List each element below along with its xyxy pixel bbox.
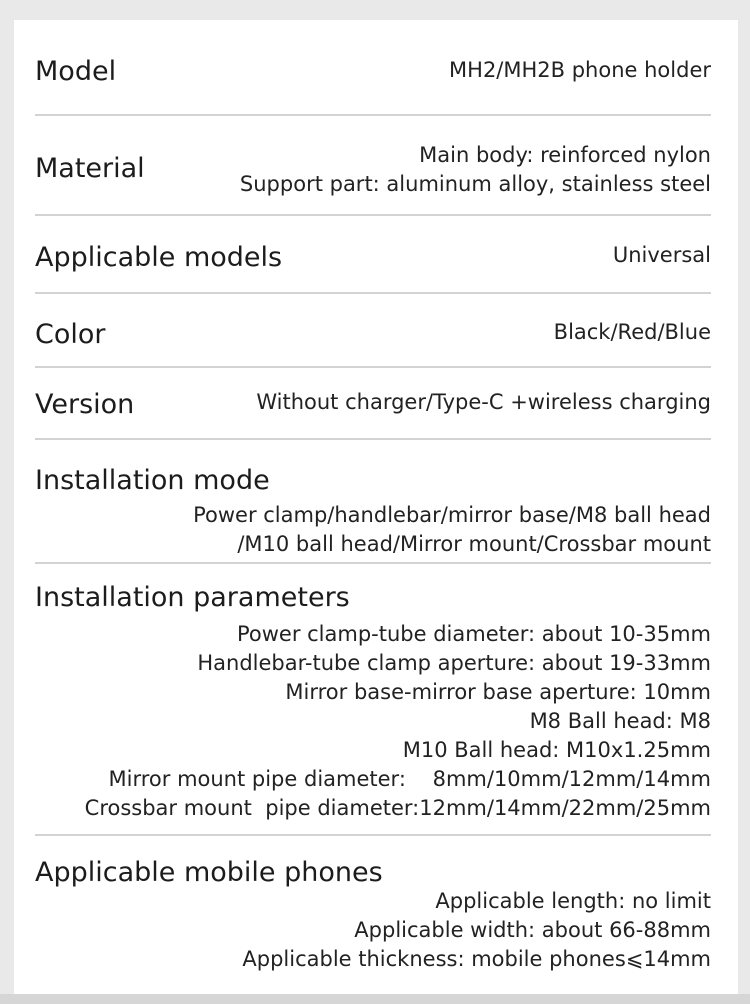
spec-label: Color	[35, 319, 106, 350]
spec-value-line: Crossbar mount pipe diameter:12mm/14mm/22mm/25mm	[84, 796, 711, 820]
bottom-band	[0, 994, 750, 1004]
spec-value	[449, 56, 711, 85]
spec-value-line: Without charger/Type-C +wireless charging	[256, 390, 711, 414]
row-divider	[35, 834, 711, 836]
spec-value-line: Handlebar-tube clamp aperture: about 19-33mm	[197, 651, 711, 675]
row-divider	[35, 366, 711, 368]
spec-value-line: /M10 ball head/Mirror mount/Crossbar mount	[237, 532, 711, 556]
row-divider	[35, 438, 711, 440]
spec-value-line: M8 Ball head: M8	[529, 709, 711, 733]
spec-value-line: Applicable length: no limit	[435, 889, 711, 913]
spec-value-line: Power clamp-tube diameter: about 10-35mm	[236, 622, 711, 646]
row-divider	[35, 562, 711, 564]
spec-value	[242, 887, 711, 974]
spec-label: Material	[35, 153, 145, 184]
spec-value-line: Applicable thickness: mobile phones⩽14mm	[242, 947, 711, 971]
spec-value-line: Power clamp/handlebar/mirror base/M8 ball head	[193, 503, 711, 527]
spec-value	[554, 318, 711, 347]
spec-label: Applicable models	[35, 242, 283, 273]
spec-value	[85, 620, 711, 823]
spec-value-line: Mirror mount pipe diameter: 8mm/10mm/12mm/14mm	[108, 767, 711, 791]
row-divider	[35, 292, 711, 294]
row-divider	[35, 214, 711, 216]
spec-label: Installation mode	[35, 465, 270, 496]
spec-value-line: M10 Ball head: M10x1.25mm	[402, 738, 711, 762]
spec-value-line: Universal	[612, 243, 711, 267]
spec-value-line: Black/Red/Blue	[553, 320, 711, 344]
spec-label: Model	[35, 56, 117, 87]
spec-value-line: Support part: aluminum alloy, stainless steel	[239, 172, 711, 196]
spec-value-line: Applicable width: about 66-88mm	[354, 918, 711, 942]
spec-value	[240, 141, 711, 199]
spec-value	[613, 241, 711, 270]
spec-value	[256, 388, 711, 417]
row-divider	[35, 114, 711, 116]
spec-label: Version	[35, 389, 135, 420]
spec-value-line: Main body: reinforced nylon	[419, 143, 711, 167]
spec-value-line: MH2/MH2B phone holder	[449, 58, 711, 82]
spec-label: Installation parameters	[35, 582, 350, 613]
spec-value-line: Mirror base-mirror base aperture: 10mm	[285, 680, 711, 704]
spec-label: Applicable mobile phones	[35, 857, 383, 888]
spec-value	[193, 501, 711, 559]
